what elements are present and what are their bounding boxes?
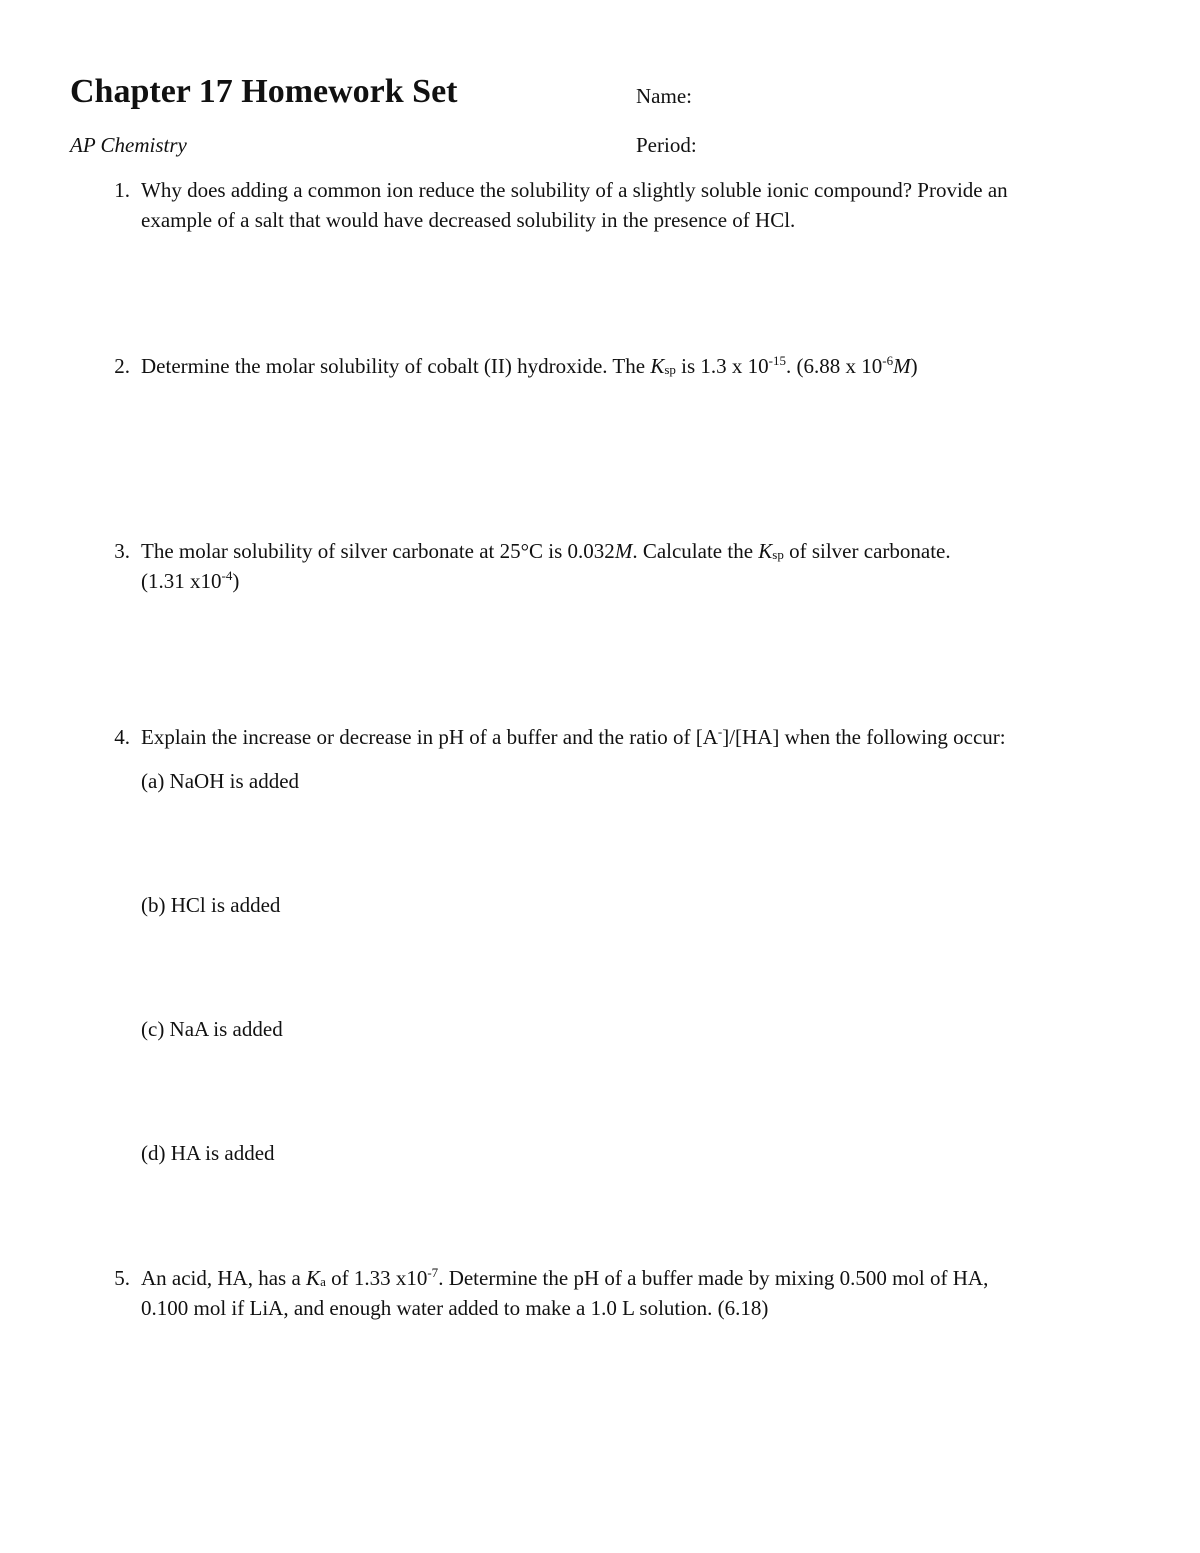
text-run: of silver carbonate. bbox=[783, 539, 951, 563]
exponent: -15 bbox=[768, 353, 786, 368]
exponent: -4 bbox=[221, 568, 233, 583]
question-line: Why does adding a common ion reduce the solubility of a slightly soluble ionic compound? Provide an bbox=[141, 178, 1008, 202]
text-run: . Calculate the bbox=[632, 539, 759, 563]
question-number: 2. bbox=[114, 354, 130, 378]
ksp-subscript: sp bbox=[772, 547, 784, 562]
question-4-part-b: (b) HCl is added bbox=[141, 893, 281, 917]
question-number: 3. bbox=[114, 539, 130, 563]
question-line bbox=[141, 536, 1131, 566]
ksp-symbol: K bbox=[758, 539, 773, 563]
text-run: The molar solubility of silver carbonate at 25°C is 0.032 bbox=[141, 539, 615, 563]
molarity-unit: M bbox=[893, 354, 911, 378]
text-run: (1.31 x10 bbox=[141, 569, 222, 593]
question-4-part-a: (a) NaOH is added bbox=[141, 769, 300, 793]
question-line bbox=[141, 1263, 1131, 1293]
question-4-part-d: (d) HA is added bbox=[141, 1141, 275, 1165]
question-4-part-c: (c) NaA is added bbox=[141, 1017, 283, 1041]
text-run: Determine the molar solubility of cobalt (II) hydroxide. The bbox=[141, 354, 651, 378]
page-title: Chapter 17 Homework Set bbox=[70, 73, 458, 110]
text-run: ) bbox=[910, 354, 918, 378]
text-run: ]/[HA] when the following occur: bbox=[722, 725, 1006, 749]
exponent: -6 bbox=[882, 353, 894, 368]
text-run: is 1.3 x 10 bbox=[675, 354, 769, 378]
question-text bbox=[141, 175, 1131, 235]
period-label: Period: bbox=[636, 133, 697, 157]
exponent: -7 bbox=[427, 1265, 439, 1280]
ka-subscript: a bbox=[320, 1274, 326, 1289]
text-run: . (6.88 x 10 bbox=[786, 354, 883, 378]
ksp-symbol: K bbox=[650, 354, 665, 378]
question-text bbox=[141, 1263, 1131, 1323]
course-subtitle: AP Chemistry bbox=[70, 133, 187, 157]
text-run: of 1.33 x10 bbox=[325, 1266, 428, 1290]
text-run: ) bbox=[232, 569, 240, 593]
question-text bbox=[141, 722, 1131, 752]
charge-superscript: - bbox=[717, 724, 723, 739]
question-number: 1. bbox=[114, 178, 130, 202]
text-run: . Determine the pH of a buffer made by mixing 0.500 mol of HA, bbox=[438, 1266, 989, 1290]
molarity-unit: M bbox=[614, 539, 633, 563]
ksp-subscript: sp bbox=[664, 362, 676, 377]
ka-symbol: K bbox=[306, 1266, 321, 1290]
question-text bbox=[141, 351, 1131, 381]
question-text bbox=[141, 536, 1131, 596]
text-run: Explain the increase or decrease in pH of a buffer and the ratio of [A bbox=[141, 725, 718, 749]
answer-line bbox=[141, 566, 1131, 596]
question-number: 5. bbox=[114, 1266, 130, 1290]
question-line: example of a salt that would have decreased solubility in the presence of HCl. bbox=[141, 208, 796, 232]
question-line: 0.100 mol if LiA, and enough water added to make a 1.0 L solution. (6.18) bbox=[141, 1296, 769, 1320]
name-label: Name: bbox=[636, 84, 692, 108]
text-run: An acid, HA, has a bbox=[141, 1266, 307, 1290]
question-number: 4. bbox=[114, 725, 130, 749]
